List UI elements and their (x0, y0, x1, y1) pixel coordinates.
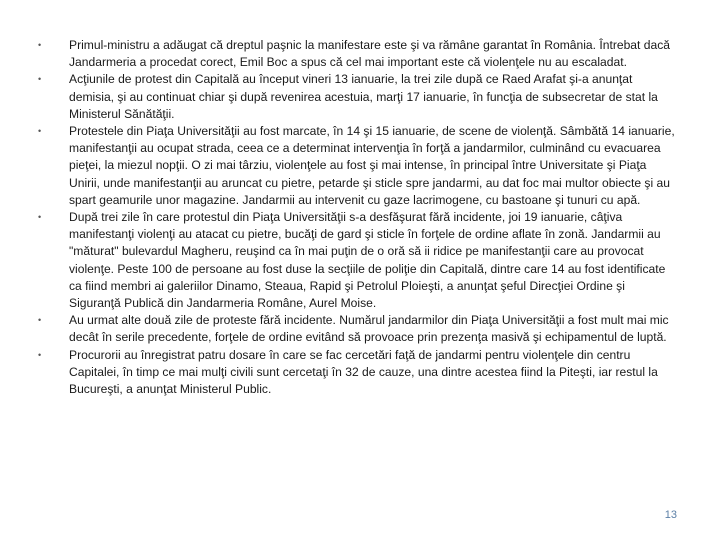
page-number: 13 (664, 509, 677, 521)
bullet-icon: • (38, 40, 42, 50)
bullet-item (38, 347, 678, 399)
bullet-icon: • (38, 74, 42, 85)
bullet-list (38, 37, 678, 398)
bullet-item (38, 123, 678, 209)
bullet-text: Primul-ministru a adăugat că dreptul paşnic la manifestare este şi va rămâne garantat în România. Întrebat dacă Jandarmeria a procedat corect, Emil Boc a spus că cel mai important este că violenţele nu au escaladat. (69, 38, 670, 70)
bullet-text: Acţiunile de protest din Capitală au început vineri 13 ianuarie, la trei zile după ce Raed Arafat şi-a anunţat demisia, şi au continuat chiar şi după revenirea acestuia, marţi 17 ianuarie, în funcţia de subsecretar de stat la Ministerul Sănătăţii. (69, 72, 658, 121)
bullet-icon: • (38, 315, 42, 326)
bullet-item (38, 312, 678, 346)
bullet-icon: • (38, 349, 42, 360)
bullet-text: Protestele din Piaţa Universităţii au fost marcate, în 14 şi 15 ianuarie, de scene de violenţă. Sâmbătă 14 ianuarie, manifestanţii au ocupat strada, ceea ce a determinat intervenţia în forţă a jandarmilor, culminând cu evacuarea pieţei, la miezul nopţii. O zi mai târziu, violenţele au fost şi mai intense, în principal între Universitate şi Piaţa Unirii, unde manifestanţii au aruncat cu pietre, petarde şi sticle spre jandarmi, au dat foc mai multor obiecte şi au spart geamurile unor magazine. Jandarmii au intervenit cu gaze lacrimogene, cu bastoane şi tunuri cu apă. (69, 124, 675, 207)
bullet-item (38, 37, 678, 71)
bullet-item (38, 71, 678, 123)
bullet-text: După trei zile în care protestul din Piaţa Universităţii s-a desfăşurat fără incidente, joi 19 ianuarie, câţiva manifestanţi violenţi au atacat cu pietre, bucăţi de gard şi sticle în forţele de ordine aflate în zonă. Jandarmii au "măturat" bulevardul Magheru, reuşind ca în mai puţin de o oră să ii ridice pe manifestanţii care au provocat violenţe. Peste 100 de persoane au fost duse la secţiile de poliţie din Capitală, dintre care 14 au fost identificate ca fiind membri ai galeriilor Dinamo, Steaua, Rapid şi Petrolul Ploieşti, a anunţat şeful Direcţiei Ordine şi Siguranţă Publică din Jandarmeria Române, Aurel Moise. (69, 210, 666, 311)
bullet-item (38, 209, 678, 312)
bullet-text: Au urmat alte două zile de proteste fără incidente. Numărul jandarmilor din Piaţa Universităţii a fost mult mai mic decât în serile precedente, forţele de ordine evitând să provoace prin prezenţa masivă şi echipamentul de luptă. (69, 313, 669, 345)
bullet-text: Procurorii au înregistrat patru dosare în care se fac cercetări faţă de jandarmi pentru violenţele din centru Capitalei, în timp ce mai mulţi civili sunt cercetaţi în 32 de cauze, una dintre acestea fiind la Piteşti, iar restul la Bucureşti, a anunţat Ministerul Public. (69, 347, 658, 397)
bullet-icon: • (38, 212, 42, 223)
bullet-icon: • (38, 126, 42, 137)
